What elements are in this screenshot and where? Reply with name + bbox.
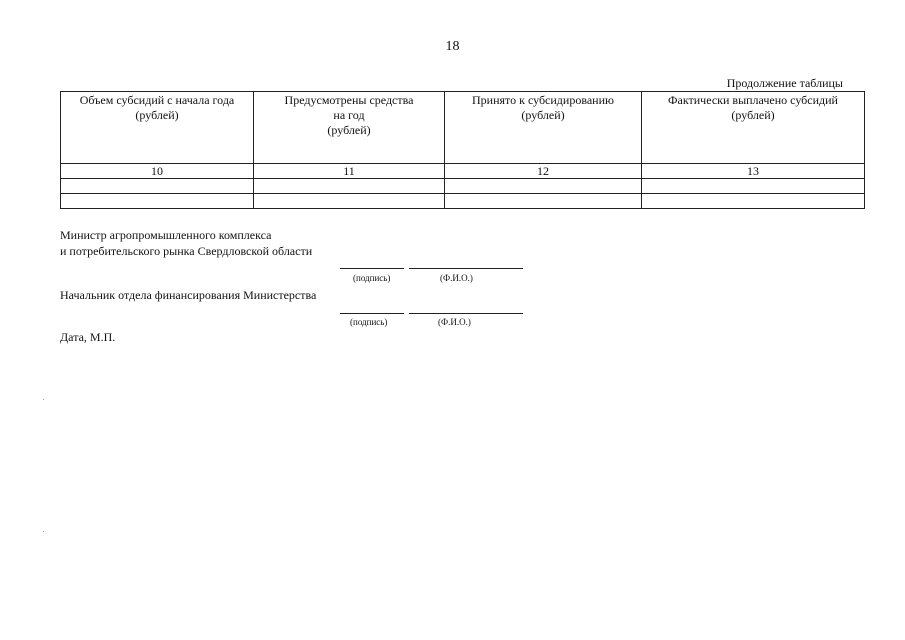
- date-stamp-label: Дата, М.П.: [60, 330, 116, 344]
- minister-title-line: Министр агропромышленного комплекса: [60, 228, 272, 242]
- header-subsidy-volume: [61, 92, 254, 164]
- header-line: на год: [333, 108, 365, 122]
- table-cell[interactable]: [254, 194, 445, 209]
- minister-title: [60, 227, 312, 259]
- page-number: 18: [445, 39, 460, 54]
- signature-caption: (подпись): [353, 273, 391, 283]
- minister-name-line[interactable]: [409, 268, 523, 269]
- name-caption: (Ф.И.О.): [438, 317, 471, 327]
- table-row: [61, 194, 865, 209]
- name-caption: (Ф.И.О.): [440, 273, 473, 283]
- table-cell[interactable]: [445, 194, 642, 209]
- column-number: 12: [445, 164, 642, 179]
- header-line: Объем субсидий с начала года: [79, 93, 235, 107]
- minister-title-line: и потребительского рынка Свердловской области: [60, 244, 313, 258]
- minister-signature-line[interactable]: [340, 268, 404, 269]
- subsidy-table: [60, 91, 865, 209]
- header-line: Предусмотрены средства: [284, 93, 414, 107]
- header-planned-funds: [254, 92, 445, 164]
- column-number: 11: [254, 164, 445, 179]
- table-cell[interactable]: [642, 179, 865, 194]
- table-header-row: [61, 92, 865, 164]
- table-row: [61, 179, 865, 194]
- head-signature-line[interactable]: [340, 313, 404, 314]
- column-number: 13: [642, 164, 865, 179]
- continuation-label: Продолжение таблицы: [726, 76, 843, 90]
- column-number-row: [61, 164, 865, 179]
- signature-caption: (подпись): [350, 317, 388, 327]
- table-cell[interactable]: [254, 179, 445, 194]
- head-of-department-title: Начальник отдела финансирования Министерства: [60, 288, 317, 302]
- header-actually-paid: [642, 92, 865, 164]
- table-cell[interactable]: [61, 194, 254, 209]
- scan-speck: [43, 531, 44, 532]
- header-line: (рублей): [731, 108, 775, 122]
- table-cell[interactable]: [445, 179, 642, 194]
- head-name-line[interactable]: [409, 313, 523, 314]
- header-accepted: [445, 92, 642, 164]
- column-number: 10: [61, 164, 254, 179]
- subsidy-table-container: [60, 91, 864, 209]
- table-cell[interactable]: [61, 179, 254, 194]
- table-cell[interactable]: [642, 194, 865, 209]
- header-line: Принято к субсидированию: [472, 93, 614, 107]
- scan-speck: [43, 399, 44, 400]
- header-line: (рублей): [521, 108, 565, 122]
- header-line: (рублей): [327, 123, 371, 137]
- header-line: (рублей): [135, 108, 179, 122]
- header-line: Фактически выплачено субсидий: [668, 93, 838, 107]
